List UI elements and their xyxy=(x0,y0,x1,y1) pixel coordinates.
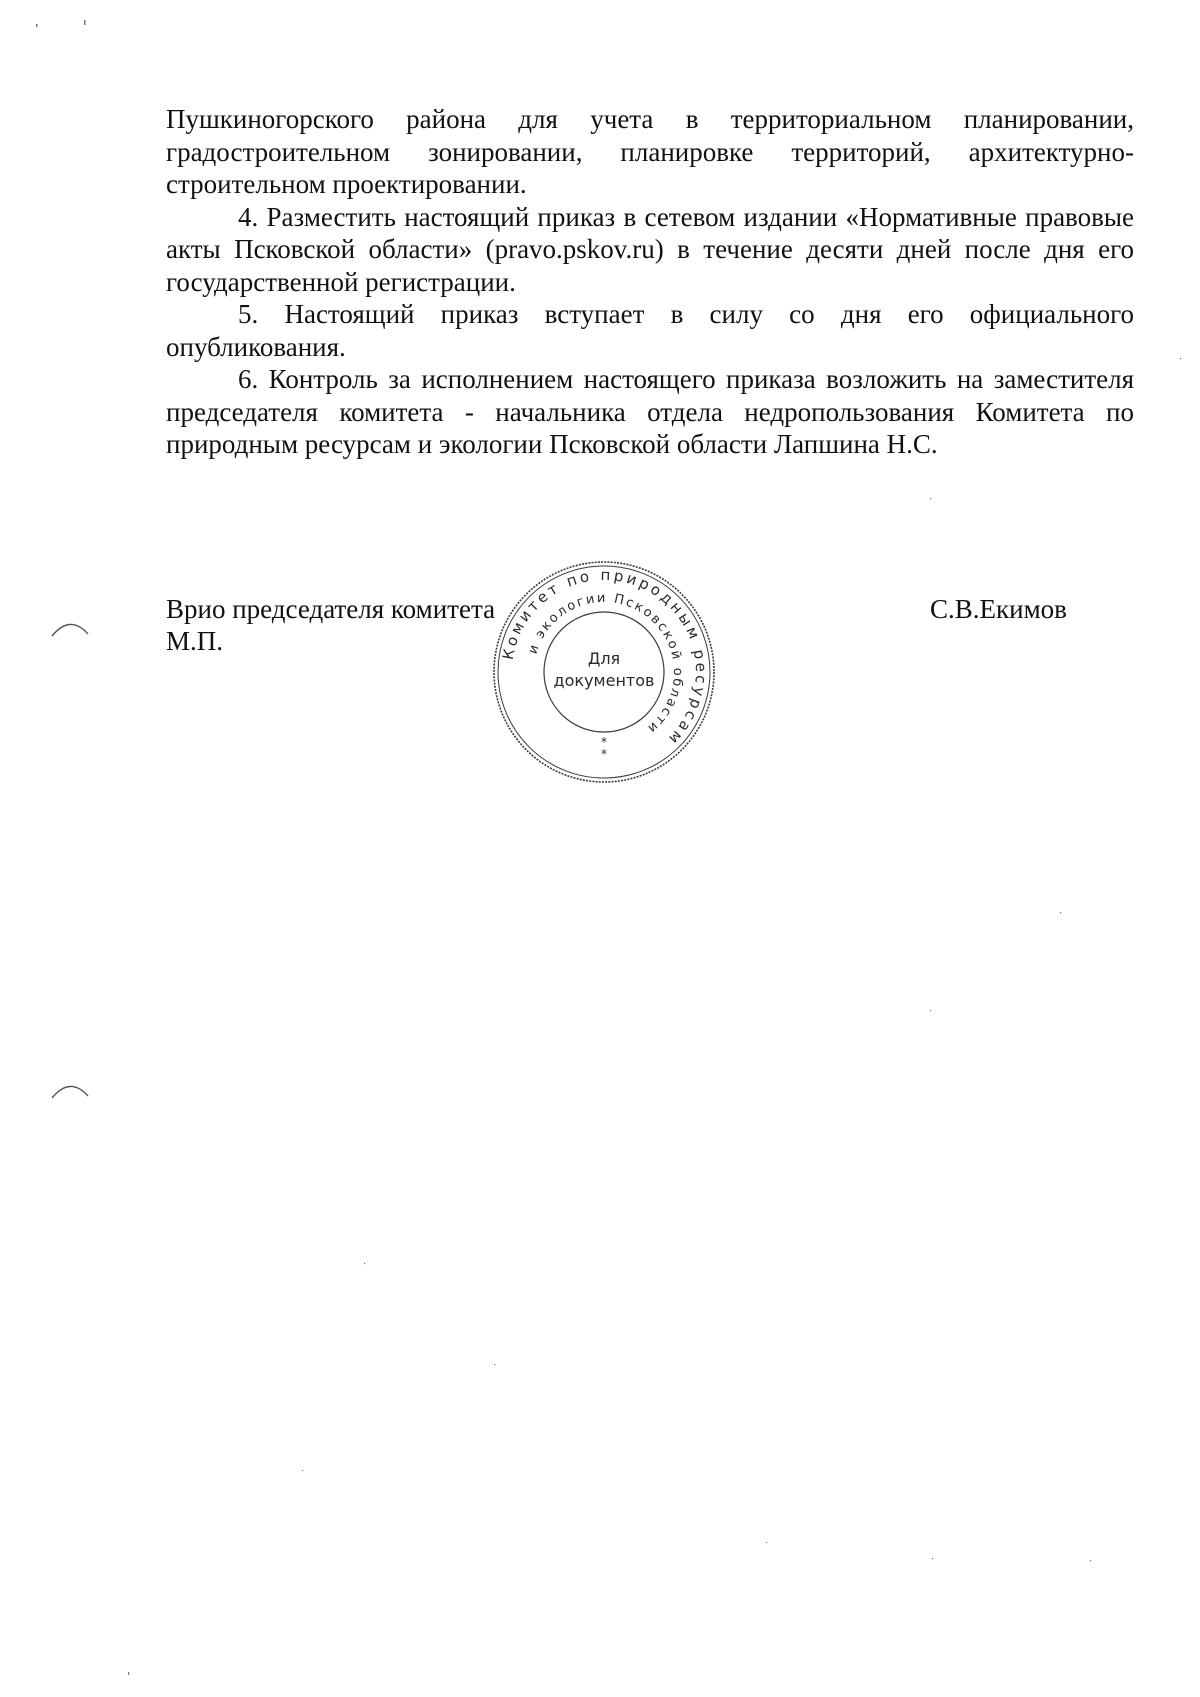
stamp-outer-ring-text: Комитет по природным ресурсам xyxy=(498,565,711,750)
paragraph-4: 4. Разместить настоящий приказ в сетевом издании «Нормативные правовые акты Псковской области» (pravo.pskov.ru) в течение десяти дней после дня его государственной регистрации. xyxy=(166,201,1134,297)
paragraph-6: 6. Контроль за исполнением настоящего приказа возложить на заместителя председателя комитета - начальника отдела недропользования Комитета по природным ресурсам и экологии Псковской области Лапшина Н.С. xyxy=(166,364,1134,459)
stamp-center-line-2: документов xyxy=(553,671,655,690)
stamp-center-line-1: Для xyxy=(587,649,621,668)
signer-name: С.В.Екимов xyxy=(930,594,1067,624)
stamp-inner-ring-text: и экологии Псковской области xyxy=(525,590,686,737)
paragraph-5: 5. Настоящий приказ вступает в силу со дня его официального опубликования. xyxy=(166,299,1134,362)
seal-place-mark: М.П. xyxy=(166,626,224,656)
signatory-title: Врио председателя комитета xyxy=(166,594,496,624)
paragraph-3-continuation: Пушкиногорского района для учета в территориальном планировании, градостроительном зонировании, планировке территорий, архитектурно-строительном проектировании. xyxy=(166,104,1134,199)
svg-text:*: * xyxy=(601,747,607,761)
svg-text:*: * xyxy=(601,735,607,749)
